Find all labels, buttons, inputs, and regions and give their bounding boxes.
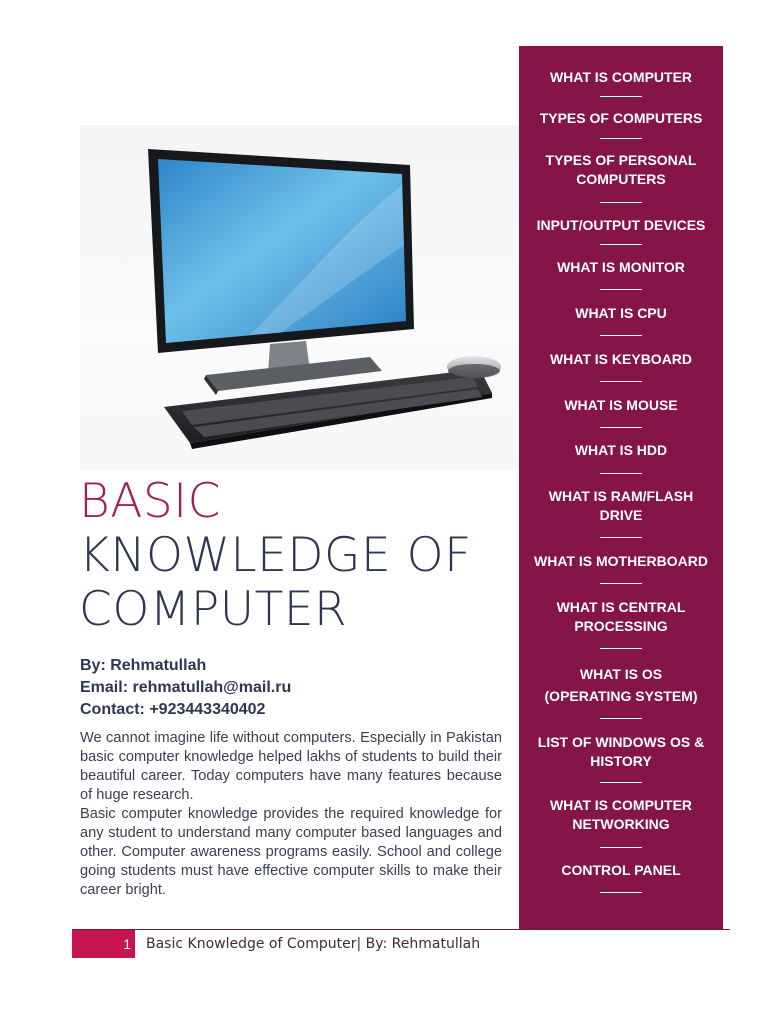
toc-item-what-is-ram-flash-drive[interactable]: WHAT IS RAM/FLASH DRIVE bbox=[548, 488, 694, 523]
title-line-1: BASIC bbox=[79, 474, 221, 529]
toc-divider bbox=[600, 537, 642, 538]
toc-divider bbox=[600, 244, 642, 245]
footer-text: Basic Knowledge of Computer| By: Rehmatullah bbox=[146, 936, 481, 952]
title-line-2: KNOWLEDGE OF bbox=[79, 528, 472, 583]
toc-item-what-is-cpu[interactable]: WHAT IS CPU bbox=[575, 305, 667, 321]
computer-illustration bbox=[80, 125, 520, 470]
toc-divider bbox=[600, 96, 642, 97]
author-contact: Contact: +923443340402 bbox=[80, 701, 266, 718]
toc-item-what-is-motherboard[interactable]: WHAT IS MOTHERBOARD bbox=[534, 553, 708, 569]
author-email: Email: rehmatullah@mail.ru bbox=[80, 679, 292, 696]
toc-divider bbox=[600, 335, 642, 336]
toc-divider bbox=[600, 782, 642, 783]
toc-item-what-is-hdd[interactable]: WHAT IS HDD bbox=[574, 442, 668, 458]
toc-divider bbox=[600, 892, 642, 893]
author-name: By: Rehmatullah bbox=[80, 657, 207, 674]
intro-paragraph-2: Basic computer knowledge provides the required knowledge for any student to understand many computer based languages and other. Computer awareness programs easily. School and college going students must have effective computer skills to make their career bright. bbox=[80, 806, 502, 898]
toc-item-what-is-computer[interactable]: WHAT IS COMPUTER bbox=[549, 69, 693, 85]
author-block bbox=[80, 655, 510, 721]
toc-divider bbox=[600, 648, 642, 649]
toc-divider bbox=[600, 847, 642, 848]
toc-item-what-is-monitor[interactable]: WHAT IS MONITOR bbox=[557, 259, 685, 275]
toc-item-types-of-personal-computers[interactable]: TYPES OF PERSONAL COMPUTERS bbox=[545, 152, 697, 187]
toc-item-control-panel[interactable]: CONTROL PANEL bbox=[561, 862, 681, 878]
toc-item-types-of-computers[interactable]: TYPES OF COMPUTERS bbox=[539, 110, 703, 126]
toc-divider bbox=[600, 427, 642, 428]
toc-divider bbox=[600, 583, 642, 584]
title-line-3: COMPUTER bbox=[79, 582, 348, 637]
toc-item-what-is-os[interactable]: WHAT IS OS (OPERATING SYSTEM) bbox=[544, 666, 698, 704]
toc-divider bbox=[600, 289, 642, 290]
toc-divider bbox=[600, 202, 642, 203]
toc-divider bbox=[600, 473, 642, 474]
intro-text bbox=[80, 729, 502, 900]
desktop-computer-icon bbox=[80, 125, 520, 470]
toc-item-what-is-computer-networking[interactable]: WHAT IS COMPUTER NETWORKING bbox=[549, 797, 693, 832]
toc-item-what-is-central-processing[interactable]: WHAT IS CENTRAL PROCESSING bbox=[556, 599, 686, 634]
footer-divider bbox=[72, 929, 730, 930]
toc-item-what-is-keyboard[interactable]: WHAT IS KEYBOARD bbox=[549, 351, 693, 367]
document-title bbox=[79, 475, 509, 637]
toc-item-list-of-windows-os[interactable]: LIST OF WINDOWS OS & HISTORY bbox=[537, 734, 705, 769]
toc-item-input-output-devices[interactable]: INPUT/OUTPUT DEVICES bbox=[536, 217, 706, 233]
toc-divider bbox=[600, 138, 642, 139]
toc-divider bbox=[600, 718, 642, 719]
page-number: 1 bbox=[72, 930, 135, 958]
toc-item-what-is-mouse[interactable]: WHAT IS MOUSE bbox=[564, 397, 678, 413]
contents-sidebar bbox=[519, 46, 723, 930]
intro-paragraph-1: We cannot imagine life without computers. Especially in Pakistan basic computer knowledge helped lakhs of students to build their beautiful career. Today computers have many features because of huge research. bbox=[80, 730, 502, 803]
toc-divider bbox=[600, 381, 642, 382]
